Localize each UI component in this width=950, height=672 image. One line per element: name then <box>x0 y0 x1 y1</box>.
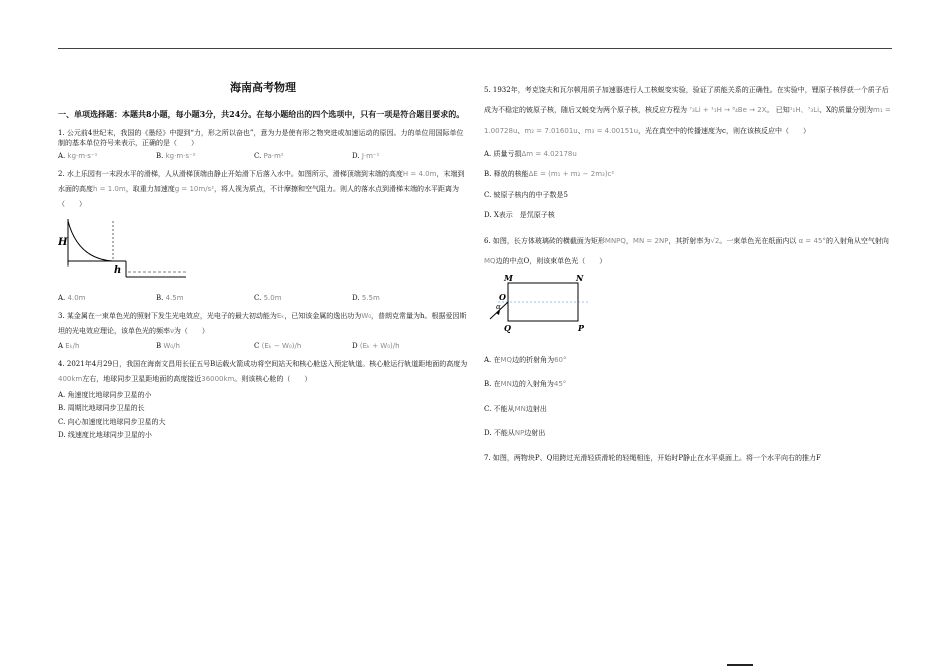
page-title: 海南高考物理 <box>230 81 296 94</box>
option-d: D. 线速度比地球同步卫星的小 <box>58 431 152 439</box>
svg-text:H: H <box>58 237 68 249</box>
svg-text:h: h <box>114 265 122 277</box>
option-b: B. kg·m·s⁻² <box>156 151 196 160</box>
question-2: 2. 水上乐园有一末段水平的滑梯，人从滑梯顶端由静止开始滑下后落入水中。如图所示，滑梯顶端到末端的高度H = 4.0m，末端到水面的高度h = 1.0m，取重力加速度g = 10m/s²，将人视为质点，不计摩擦和空气阻力。则人的落水点到滑梯末端的水平距离为（ ） <box>58 170 465 208</box>
question-1: 1. 公元前4世纪末，我国的《墨经》中提到“力，形之所以奋也”，意为力是使有形之物突进或加速运动的原因。力的单位用国际单位制的基本单位符号来表示，正确的是（ ） <box>58 128 464 148</box>
footer-mark <box>727 664 753 666</box>
question-6: 6. 如图，长方体玻璃砖的横截面为矩形MNPQ，MN = 2NP，其折射率为√2。一束单色光在纸面内以 α = 45°的入射角从空气射向MQ边的中点O，则该束单色光（ ） <box>484 236 889 266</box>
option-a: A. 在MQ边的折射角为60° <box>484 355 567 364</box>
section-heading: 一、单项选择题：本题共8小题，每小题3分，共24分。在每小题给出的四个选项中，只有一项是符合题目要求的。 <box>58 108 465 119</box>
svg-text:P: P <box>578 323 585 334</box>
option-d: D. X表示 是氘原子核 <box>484 211 555 220</box>
option-a: A. 质量亏损Δm = 4.02178u <box>484 149 577 158</box>
left-column <box>58 70 468 444</box>
option-d: D. 5.5m <box>352 293 380 302</box>
option-b: B. 周期比地球同步卫星的长 <box>58 404 145 412</box>
option-b: B. 释放的核能ΔE = (m₁ + m₂ − 2m₃)c² <box>484 170 615 179</box>
question-3: 3. 某金属在一束单色光的照射下发生光电效应，光电子的最大初动能为Eₖ，已知该金属的逸出功为W₀，普朗克常量为h。根据爱因斯坦的光电效应理论，该单色光的频率ν为（ ） <box>58 312 467 335</box>
option-c: C. 向心加速度比地球同步卫星的大 <box>58 417 166 426</box>
option-b: B W₀/h <box>156 341 180 350</box>
option-c: C. 5.0m <box>254 293 282 302</box>
svg-text:Q: Q <box>504 323 511 334</box>
question-3-options <box>58 341 468 352</box>
question-1-options <box>58 151 468 162</box>
question-7: 7. 如图，两物块P、Q用跨过光滑轻质滑轮的轻绳相连，开始时P静止在水平桌面上。将一个水平向右的推力F <box>484 453 821 462</box>
question-4: 4. 2021年4月29日，我国在海南文昌用长征五号B运载火箭成功将空间站天和核心舱送入预定轨道。核心舱运行轨道距地面的高度为400km左右，地球同步卫星距地面的高度接近36000km。则该核心舱的（ ） <box>58 360 468 383</box>
glass-block-figure <box>484 275 894 341</box>
option-d: D. J·m⁻¹ <box>352 151 380 160</box>
header-rule <box>58 48 892 49</box>
question-2-options <box>58 293 468 304</box>
option-c: C. 铍原子核内的中子数是5 <box>484 190 569 199</box>
option-a: A Eₖ/h <box>58 341 80 350</box>
question-5: 5. 1932年，考克饶夫和瓦尔顿用质子加速器进行人工核蜕变实验，验证了质能关系的正确性。在实验中，锂原子核俘获一个质子后成为不稳定的铍原子核，随后又蜕变为两个原子核，核反应方程为 ⁷₃Li + ¹₁H → ⁸₄Be → 2X。 已知¹₁H、⁷₃Li、X的质量分别为m₁ = 1.00728u、m₂ = 7.01601u、m₃ = 4.00151u，光在真空中的传播速度为c，则在该核反应中（ ） <box>484 86 891 135</box>
slide-figure <box>58 215 468 289</box>
option-a: A. kg·m·s⁻¹ <box>58 151 98 160</box>
right-column <box>484 74 894 465</box>
svg-text:O: O <box>499 292 506 303</box>
option-c: C. 不能从MN边射出 <box>484 404 547 413</box>
option-a: A. 角速度比地球同步卫星的小 <box>58 390 152 399</box>
svg-text:M: M <box>504 275 513 284</box>
svg-text:α: α <box>496 303 501 312</box>
option-c: C. Pa·m² <box>254 151 284 160</box>
option-a: A. 4.0m <box>58 293 86 302</box>
option-b: B. 在MN边的入射角为45° <box>484 380 567 389</box>
option-b: B. 4.5m <box>156 293 184 302</box>
option-d: D (Eₖ + W₀)/h <box>352 341 400 350</box>
option-d: D. 不能从NP边射出 <box>484 429 546 438</box>
svg-text:N: N <box>576 275 584 284</box>
option-c: C (Eₖ − W₀)/h <box>254 341 302 350</box>
